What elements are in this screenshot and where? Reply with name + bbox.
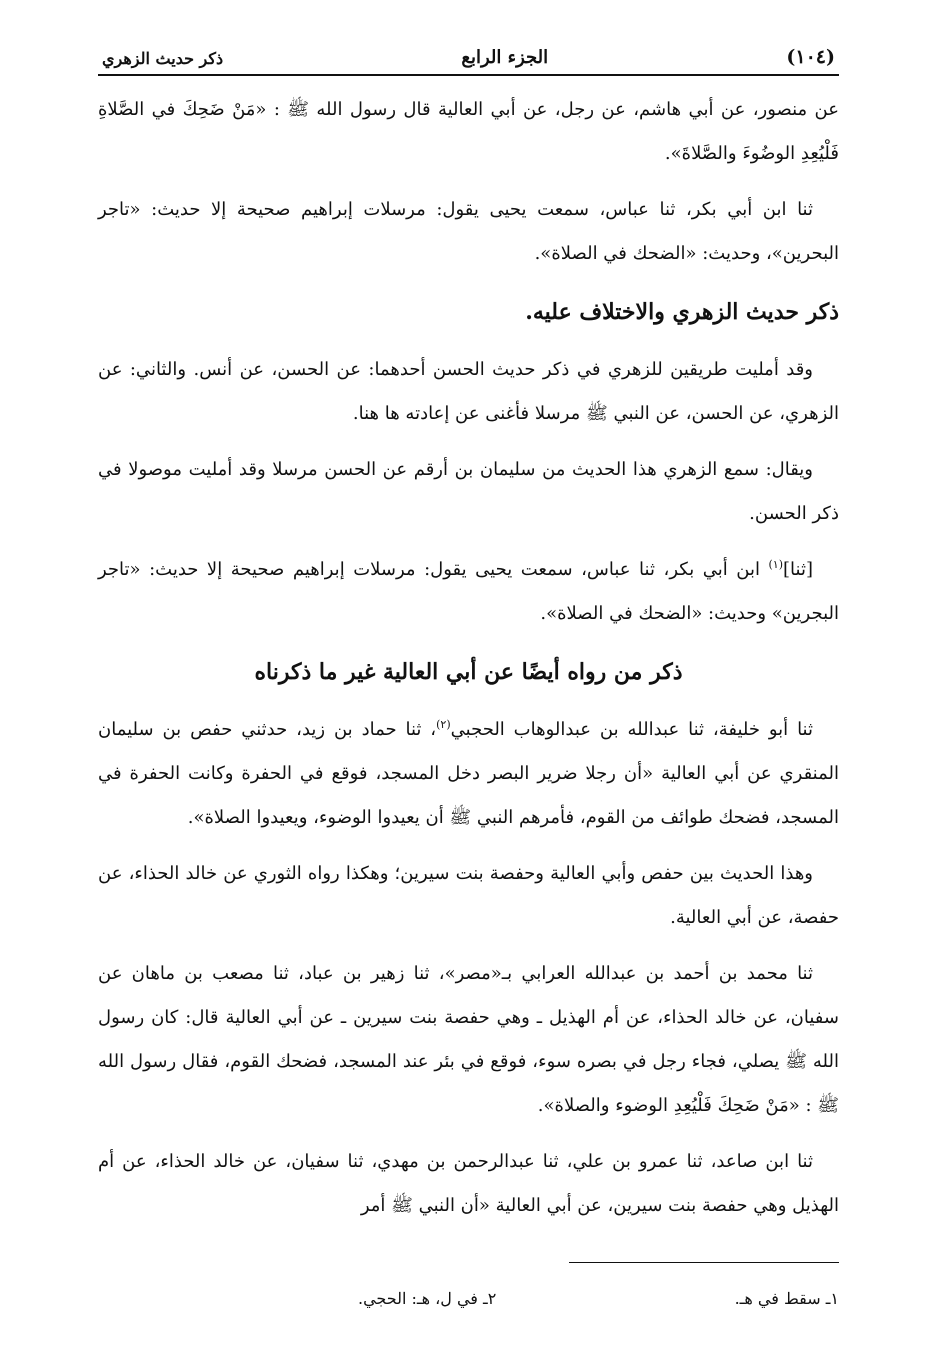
footnote-rule	[569, 1262, 839, 1263]
paragraph	[98, 708, 839, 840]
paragraph-text: وقد أمليت طريقين للزهري في ذكر حديث الحسن أحدهما: عن الحسن، عن أنس. والثاني: عن الزهري، عن الحسن، عن النبي ﷺ مرسلا فأغنى عن إعادته ها هنا.	[98, 359, 839, 424]
footnote-2: ٢ـ في ل، هـ: الحجي.	[358, 1289, 497, 1308]
paragraph	[98, 88, 839, 176]
paragraph-text: ثنا ابن صاعد، ثنا عمرو بن علي، ثنا عبدالرحمن بن مهدي، ثنا سفيان، عن خالد الحذاء، عن أم الهذيل وهي حفصة بنت سيرين، عن أبي العالية «أن النبي ﷺ أمر	[98, 1151, 839, 1216]
section-heading: ذكر من رواه أيضًا عن أبي العالية غير ما ذكرناه	[254, 659, 683, 685]
paragraph-text: ويقال: سمع الزهري هذا الحديث من سليمان بن أرقم عن الحسن مرسلا وقد أمليت موصولا في ذكر الحسن.	[98, 459, 839, 524]
paragraph	[98, 348, 839, 436]
paragraph-lead: [ثنا]	[783, 559, 813, 580]
running-title: ذكر حديث الزهري	[102, 49, 224, 68]
paragraph	[98, 448, 839, 536]
paragraph	[98, 952, 839, 1128]
footnote-ref: (١)	[768, 558, 784, 571]
paragraph-text: وهذا الحديث بين حفص وأبي العالية وحفصة بنت سيرين؛ وهكذا رواه الثوري عن خالد الحذاء، عن حفصة، عن أبي العالية.	[98, 863, 839, 928]
paragraph-text: ابن أبي بكر، ثنا عباس، سمعت يحيى يقول: مرسلات إبراهيم صحيحة إلا حديث: «تاجر البجرين» وحديث: «الضحك في الصلاة».	[98, 559, 839, 624]
paragraph	[98, 188, 839, 276]
paragraph-text: ، ثنا حماد بن زيد، حدثني حفص بن سليمان المنقري عن أبي العالية «أن رجلا ضرير البصر دخل المسجد، فوقع في الحفرة وكانت الحفرة في المسجد، فضحك طوائف من القوم، فأمرهم النبي ﷺ أن يعيدوا الوضوء، ويعيدوا الصلاة».	[98, 719, 839, 828]
paragraph	[98, 1140, 839, 1228]
footnote-1: ١ـ سقط في هـ.	[734, 1289, 839, 1308]
paragraph	[98, 548, 839, 636]
page-body	[98, 88, 839, 1228]
page-header	[98, 28, 839, 76]
section-heading: ذكر حديث الزهري والاختلاف عليه.	[525, 299, 839, 325]
paragraph-text: ثنا محمد بن أحمد بن عبدالله العرابي بـ«مصر»، ثنا زهير بن عباد، ثنا مصعب بن ماهان عن سفيان، عن خالد الحذاء، عن أم الهذيل ـ وهي حفصة بنت سيرين ـ عن أبي العالية قال: كان رسول الله ﷺ يصلي، فجاء رجل في بصره سوء، فوقع في بئر عند المسجد، فضحك القوم، فقال رسول الله ﷺ : «مَنْ ضَحِكَ فَلْيُعِدِ الوضوء والصلاة».	[98, 963, 839, 1116]
footnote-ref: (٢)	[436, 718, 451, 731]
page-number: (١٠٤)	[786, 46, 835, 68]
paragraph	[98, 852, 839, 940]
paragraph-lead: ثنا أبو خليفة، ثنا عبدالله بن عبدالوهاب الحجبي	[450, 719, 813, 740]
paragraph-text: عن منصور، عن أبي هاشم، عن رجل، عن أبي العالية قال رسول الله ﷺ : «مَنْ ضَحِكَ في الصَّلاةِ فَلْيُعِدِ الوضُوءَ والصَّلاةَ».	[98, 99, 839, 164]
footnotes	[98, 1262, 839, 1308]
paragraph-text: ثنا ابن أبي بكر، ثنا عباس، سمعت يحيى يقول: مرسلات إبراهيم صحيحة إلا حديث: «تاجر البحرين»، وحديث: «الضحك في الصلاة».	[98, 199, 839, 264]
part-title: الجزء الرابع	[461, 47, 549, 68]
